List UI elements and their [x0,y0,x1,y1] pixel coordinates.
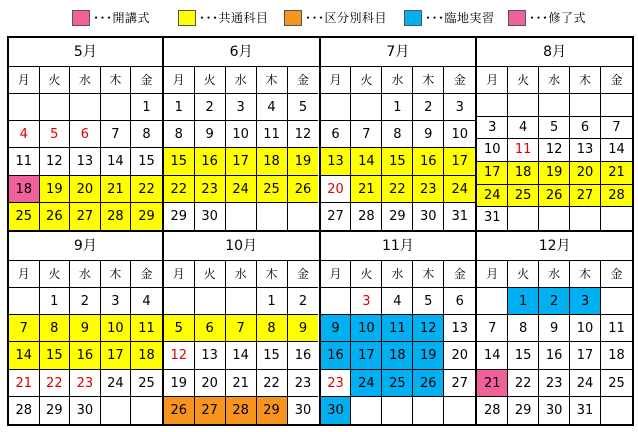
day-cell: 8 [131,121,162,148]
day-cell: 3 [444,94,475,121]
day-cell: 27 [444,370,475,397]
weekday-header: 水 [539,261,570,288]
empty-cell [131,397,162,424]
day-cell: 26 [40,203,71,230]
day-cell: 2 [195,94,226,121]
month-title: 7月 [321,38,476,67]
day-cell: 19 [40,176,71,203]
empty-cell [321,94,352,121]
day-cell: 24 [570,370,601,397]
weekday-header: 金 [131,261,162,288]
day-cell: 21 [601,162,632,185]
weekday-header: 水 [70,67,101,94]
month-block [475,230,634,426]
weekday-header: 金 [288,67,319,94]
weekday-header: 水 [539,67,570,94]
month-block [7,230,164,426]
day-cell: 17 [477,162,508,185]
day-cell: 11 [257,121,288,148]
legend-label: ･･･区分別科目 [305,11,388,25]
day-cell: 18 [382,342,413,369]
day-cell: 17 [351,342,382,369]
day-cell: 8 [164,121,195,148]
empty-cell [226,288,257,315]
day-cell: 23 [70,370,101,397]
weekday-header: 金 [288,261,319,288]
day-cell: 11 [601,315,632,342]
day-cell: 19 [413,342,444,369]
weekday-header: 火 [508,67,539,94]
day-cell: 13 [195,342,226,369]
day-cell: 12 [164,342,195,369]
day-cell: 2 [539,288,570,315]
day-cell: 28 [226,397,257,424]
empty-cell [601,397,632,424]
month-block [7,36,164,232]
day-cell: 27 [570,185,601,208]
day-cell: 29 [382,203,413,230]
day-cell: 9 [539,315,570,342]
day-cell: 10 [226,121,257,148]
month-title: 9月 [9,232,162,261]
weekday-header: 金 [131,67,162,94]
day-cell: 16 [321,342,352,369]
weekday-header: 木 [101,67,132,94]
weekday-header: 火 [351,261,382,288]
day-cell: 21 [477,370,508,397]
day-cell: 23 [413,176,444,203]
empty-cell [164,288,195,315]
day-cell: 21 [9,370,40,397]
day-cell: 9 [195,121,226,148]
weekday-header: 月 [164,67,195,94]
day-cell: 18 [508,162,539,185]
day-cell: 3 [477,117,508,140]
day-cell: 29 [508,397,539,424]
day-cell: 11 [131,315,162,342]
day-cell: 1 [164,94,195,121]
day-cell: 25 [508,185,539,208]
day-cell: 14 [9,342,40,369]
day-cell: 13 [570,139,601,162]
weekday-header: 月 [477,261,508,288]
day-cell: 8 [508,315,539,342]
weekday-header: 金 [601,67,632,94]
month-title: 11月 [321,232,476,261]
day-cell: 6 [321,121,352,148]
day-cell: 12 [40,148,71,175]
day-cell: 30 [195,203,226,230]
day-cell: 20 [570,162,601,185]
day-cell: 17 [570,342,601,369]
month-block [162,36,321,232]
empty-cell [382,397,413,424]
weekday-header: 火 [508,261,539,288]
legend-swatch [72,10,90,26]
empty-cell [477,288,508,315]
weekday-header: 月 [9,67,40,94]
day-cell: 22 [40,370,71,397]
legend-swatch [178,10,196,26]
day-cell: 22 [382,176,413,203]
day-cell: 30 [294,402,312,418]
weekday-header: 金 [444,261,475,288]
day-cell: 17 [444,148,475,175]
legend [0,0,638,36]
day-cell: 31 [451,208,469,224]
weekday-header: 火 [195,67,226,94]
day-cell: 27 [195,397,226,424]
day-cell: 2 [288,288,319,315]
day-cell: 14 [226,342,257,369]
empty-cell [40,94,71,121]
day-cell: 25 [382,370,413,397]
legend-swatch [508,10,526,26]
day-cell: 2 [413,94,444,121]
day-cell: 23 [195,176,226,203]
weekday-header: 木 [413,261,444,288]
day-cell: 26 [413,370,444,397]
day-cell: 4 [257,94,288,121]
day-cell: 31 [477,207,508,230]
day-cell: 16 [70,342,101,369]
weekday-header: 火 [40,67,71,94]
month-block [319,36,478,232]
day-cell: 15 [131,148,162,175]
day-cell: 15 [40,342,71,369]
day-cell: 22 [131,176,162,203]
day-cell: 6 [444,288,475,315]
day-cell: 2 [70,288,101,315]
month-title: 10月 [164,232,319,261]
weekday-header: 金 [444,67,475,94]
day-cell: 24 [351,370,382,397]
day-cell: 7 [601,117,632,140]
day-cell: 24 [444,176,475,203]
day-cell: 7 [477,315,508,342]
day-cell: 30 [539,397,570,424]
day-cell: 17 [226,148,257,175]
day-cell: 30 [70,397,101,424]
day-cell: 12 [288,121,319,148]
empty-cell [101,397,132,424]
weekday-header: 月 [477,67,508,94]
day-cell: 4 [382,288,413,315]
empty-cell [570,94,601,117]
day-cell: 16 [288,342,319,369]
day-cell: 8 [382,121,413,148]
day-cell: 7 [101,121,132,148]
day-cell: 11 [508,139,539,162]
empty-cell [195,288,226,315]
day-cell: 24 [101,370,132,397]
day-cell: 5 [413,288,444,315]
day-cell: 27 [70,203,101,230]
day-cell: 28 [351,203,382,230]
empty-cell [101,94,132,121]
day-cell: 9 [413,121,444,148]
weekday-header: 火 [40,261,71,288]
weekday-header: 木 [257,67,288,94]
day-cell: 5 [539,117,570,140]
weekday-header: 火 [195,261,226,288]
empty-cell [508,94,539,117]
legend-label: ･･･共通科目 [199,11,269,25]
day-cell: 21 [101,176,132,203]
day-cell: 14 [101,148,132,175]
day-cell: 6 [570,117,601,140]
day-cell: 18 [9,176,40,203]
day-cell: 14 [477,342,508,369]
day-cell: 14 [351,148,382,175]
day-cell: 10 [570,315,601,342]
weekday-header: 水 [382,261,413,288]
day-cell: 26 [539,185,570,208]
empty-cell [601,94,632,117]
day-cell: 29 [164,203,195,230]
day-cell: 15 [164,148,195,175]
day-cell: 25 [131,370,162,397]
day-cell: 20 [321,176,352,203]
month-block [319,230,478,426]
month-block [162,230,321,426]
day-cell: 15 [257,342,288,369]
day-cell: 1 [257,288,288,315]
day-cell: 21 [351,176,382,203]
weekday-header: 火 [351,67,382,94]
day-cell: 23 [539,370,570,397]
empty-cell [413,397,444,424]
empty-cell [477,94,508,117]
day-cell: 24 [226,176,257,203]
weekday-header: 木 [257,261,288,288]
weekday-header: 月 [164,261,195,288]
day-cell: 6 [70,121,101,148]
day-cell: 20 [70,176,101,203]
day-cell: 15 [382,148,413,175]
weekday-header: 木 [413,67,444,94]
day-cell: 28 [601,185,632,208]
day-cell: 19 [539,162,570,185]
day-cell: 3 [570,288,601,315]
day-cell: 6 [195,315,226,342]
day-cell: 10 [477,139,508,162]
day-cell: 1 [508,288,539,315]
day-cell: 10 [101,315,132,342]
day-cell: 28 [9,397,40,424]
day-cell: 4 [9,121,40,148]
weekday-header: 木 [101,261,132,288]
day-cell: 9 [70,315,101,342]
day-cell: 9 [288,315,319,342]
day-cell: 30 [321,397,352,424]
month-title: 6月 [164,38,319,67]
empty-cell [226,203,257,230]
day-cell: 3 [226,94,257,121]
month-title: 12月 [477,232,632,261]
empty-cell [508,207,539,230]
empty-cell [70,94,101,121]
day-cell: 9 [321,315,352,342]
day-cell: 1 [40,288,71,315]
day-cell: 16 [413,148,444,175]
empty-cell [444,397,475,424]
day-cell: 25 [257,176,288,203]
weekday-header: 水 [70,261,101,288]
empty-cell [351,397,382,424]
day-cell: 20 [195,370,226,397]
weekday-header: 水 [226,261,257,288]
weekday-header: 水 [226,67,257,94]
day-cell: 20 [444,342,475,369]
day-cell: 31 [570,397,601,424]
month-title: 8月 [477,38,632,67]
day-cell: 28 [101,203,132,230]
day-cell: 4 [508,117,539,140]
empty-cell [288,203,319,230]
day-cell: 29 [131,203,162,230]
day-cell: 3 [101,288,132,315]
calendar-grid [7,36,634,428]
weekday-header: 月 [321,67,352,94]
day-cell: 3 [351,288,382,315]
day-cell: 29 [257,397,288,424]
day-cell: 28 [477,397,508,424]
empty-cell [601,288,632,315]
day-cell: 12 [413,315,444,342]
day-cell: 22 [508,370,539,397]
day-cell: 16 [195,148,226,175]
day-cell: 7 [226,315,257,342]
empty-cell [9,288,40,315]
day-cell: 5 [288,94,319,121]
weekday-header: 金 [601,261,632,288]
day-cell: 8 [257,315,288,342]
weekday-header: 月 [321,261,352,288]
day-cell: 24 [477,185,508,208]
day-cell: 25 [601,370,632,397]
empty-cell [570,207,601,230]
day-cell: 13 [444,315,475,342]
day-cell: 8 [40,315,71,342]
day-cell: 11 [382,315,413,342]
month-block [475,36,634,232]
legend-label: ･･･臨地実習 [425,11,495,25]
day-cell: 1 [382,94,413,121]
day-cell: 13 [70,148,101,175]
day-cell: 16 [539,342,570,369]
day-cell: 29 [40,397,71,424]
weekday-header: 月 [9,261,40,288]
day-cell: 18 [257,148,288,175]
day-cell: 25 [9,203,40,230]
empty-cell [539,207,570,230]
empty-cell [321,288,352,315]
day-cell: 18 [601,342,632,369]
legend-label: ･･･修了式 [529,11,587,25]
day-cell: 1 [131,94,162,121]
day-cell: 27 [321,203,352,230]
day-cell: 7 [9,315,40,342]
day-cell: 15 [508,342,539,369]
day-cell: 19 [164,370,195,397]
day-cell: 26 [164,397,195,424]
day-cell: 14 [601,139,632,162]
empty-cell [351,94,382,121]
day-cell: 21 [226,370,257,397]
legend-label: ･･･開講式 [93,11,151,25]
day-cell: 7 [351,121,382,148]
weekday-header: 木 [570,67,601,94]
day-cell: 10 [351,315,382,342]
day-cell: 23 [321,370,352,397]
day-cell: 5 [164,315,195,342]
empty-cell [257,203,288,230]
empty-cell [539,94,570,117]
legend-swatch [284,10,302,26]
day-cell: 13 [321,148,352,175]
day-cell: 12 [539,139,570,162]
weekday-header: 木 [570,261,601,288]
month-title: 5月 [9,38,162,67]
legend-swatch [404,10,422,26]
day-cell: 5 [40,121,71,148]
empty-cell [601,207,632,230]
day-cell: 18 [131,342,162,369]
day-cell: 26 [288,176,319,203]
day-cell: 22 [164,176,195,203]
day-cell: 19 [288,148,319,175]
day-cell: 23 [288,370,319,397]
day-cell: 10 [444,121,475,148]
day-cell: 30 [413,203,444,230]
empty-cell [9,94,40,121]
weekday-header: 水 [382,67,413,94]
day-cell: 22 [257,370,288,397]
day-cell: 11 [9,148,40,175]
day-cell: 4 [131,288,162,315]
day-cell: 17 [101,342,132,369]
